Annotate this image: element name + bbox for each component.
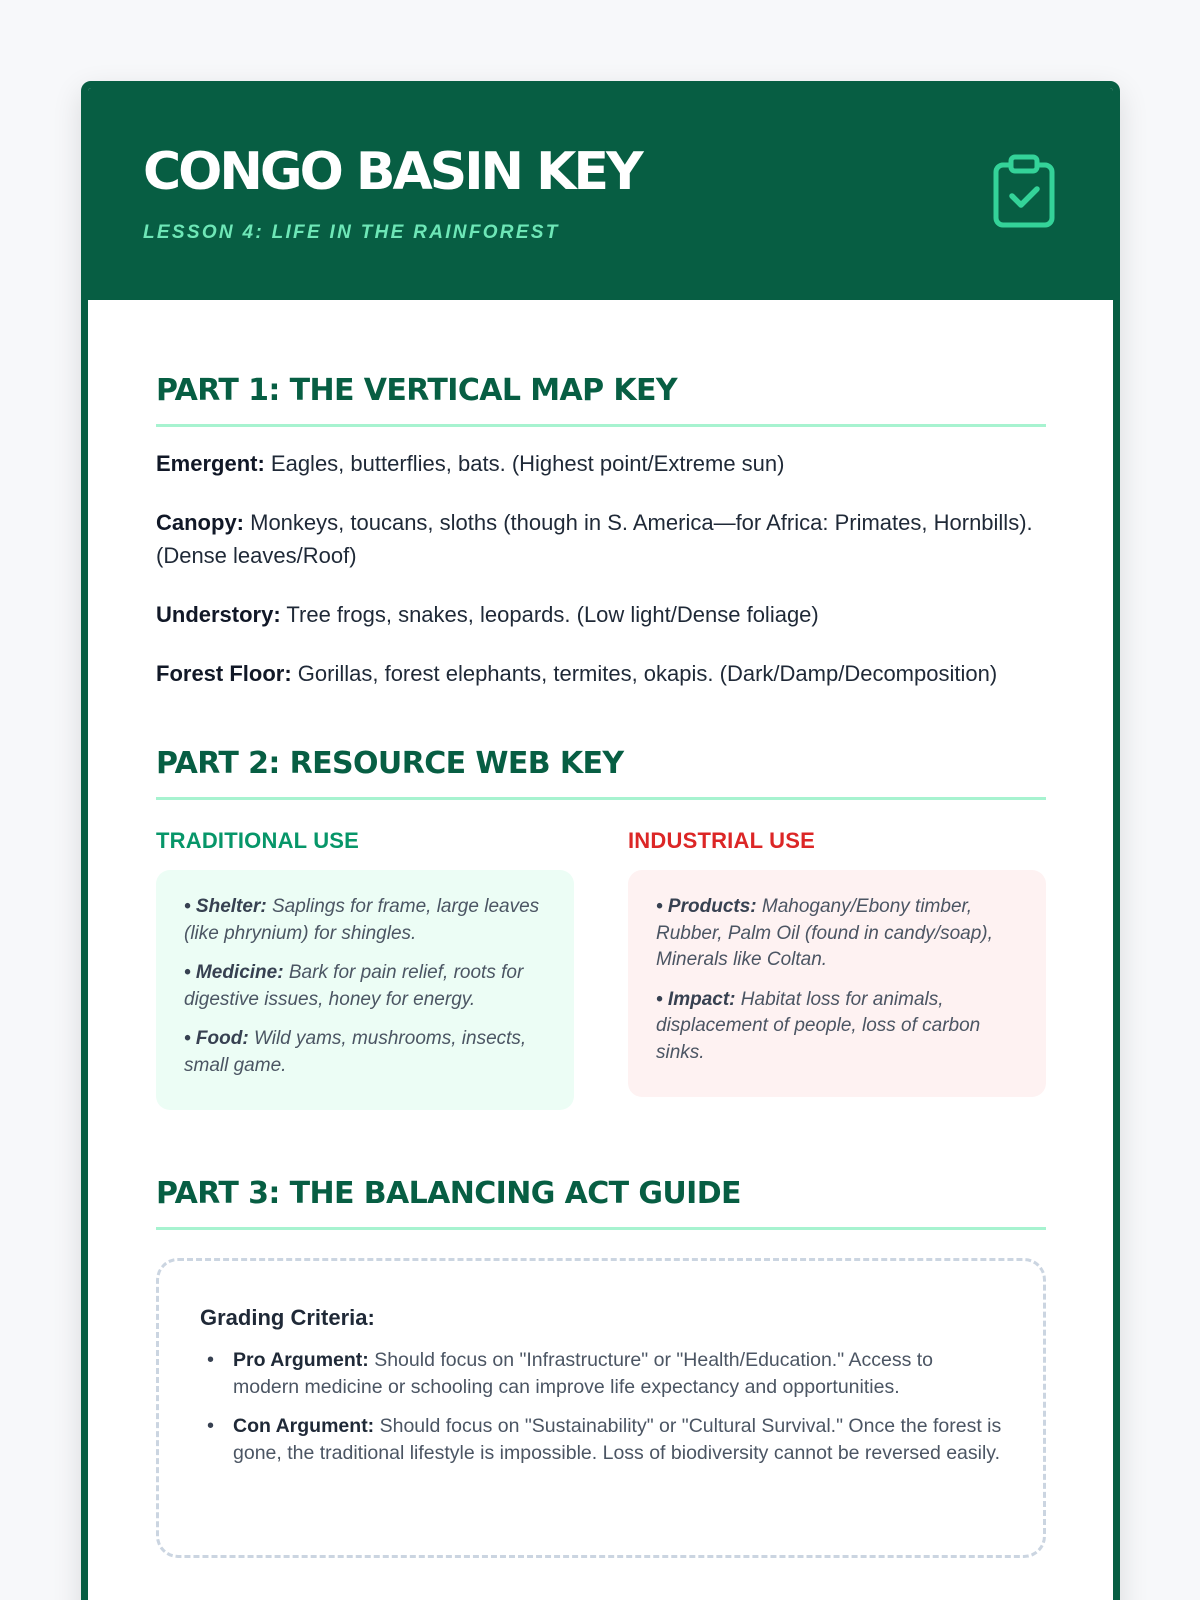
list-item [184,960,548,1013]
criteria-label: Con Argument: [233,1415,375,1438]
layer-label: Understory: [156,602,281,627]
layer-text: Monkeys, toucans, sloths (though in S. America—for Africa: Primates, Hornbills). (Dense leaves/Roof) [156,510,1033,568]
layer-canopy [156,506,1046,572]
industrial-use-column [628,828,1046,1110]
layer-label: Emergent: [156,451,265,476]
item-label: • Impact: [656,988,736,1010]
layer-emergent [156,447,1046,480]
criteria-item-pro [200,1347,1003,1400]
grading-criteria-heading: Grading Criteria: [200,1305,375,1331]
list-item [184,1026,548,1079]
item-text: Saplings for frame, large leaves (like phrynium) for shingles. [184,896,540,944]
traditional-use-box [156,870,574,1110]
criteria-label: Pro Argument: [233,1349,369,1372]
item-text: Bark for pain relief, roots for digestive issues, honey for energy. [184,962,524,1010]
part3-title: PART 3: THE BALANCING ACT GUIDE [156,1179,1046,1230]
layer-text: Gorillas, forest elephants, termites, okapis. (Dark/Damp/Decomposition) [291,661,998,686]
grading-criteria-box [156,1258,1046,1558]
layer-label: Canopy: [156,510,244,535]
traditional-use-heading: TRADITIONAL USE [156,828,360,853]
industrial-use-heading: INDUSTRIAL USE [628,828,815,853]
layer-forest-floor [156,657,1046,690]
layer-text: Eagles, butterflies, bats. (Highest point/Extreme sun) [264,451,785,476]
resource-web-columns [156,828,1046,1110]
item-label: • Medicine: [184,962,284,984]
lesson-subtitle: LESSON 4: LIFE IN THE RAINFOREST [143,222,560,243]
page-title: CONGO BASIN KEY [143,142,641,202]
item-label: • Products: [656,896,757,918]
item-text: Mahogany/Ebony timber, Rubber, Palm Oil (found in candy/soap), Minerals like Coltan. [656,896,993,971]
item-text: Wild yams, mushrooms, insects, small game. [184,1028,527,1076]
criteria-item-con [200,1413,1003,1466]
criteria-text: Should focus on "Infrastructure" or "Health/Education." Access to modern medicine or schooling can improve life expectancy and opportunities. [233,1349,934,1398]
header-banner [88,88,1113,300]
traditional-use-column [156,828,574,1110]
industrial-use-box [628,870,1046,1097]
item-label: • Food: [184,1028,249,1050]
item-label: • Shelter: [184,896,267,918]
criteria-text: Should focus on "Sustainability" or "Cultural Survival." Once the forest is gone, the traditional lifestyle is impossible. Loss of biodiversity cannot be reversed easily. [233,1415,1002,1464]
criteria-list [200,1347,1003,1466]
list-item [184,894,548,947]
answer-key-card [81,81,1120,1600]
layer-understory [156,598,1046,631]
layer-text: Tree frogs, snakes, leopards. (Low light/Dense foliage) [280,602,819,627]
list-item [656,987,1020,1067]
layer-label: Forest Floor: [156,661,292,686]
part2-title: PART 2: RESOURCE WEB KEY [156,749,1046,800]
vertical-map-key [156,447,1046,690]
clipboard-check-icon [992,154,1056,230]
item-text: Habitat loss for animals, displacement of people, loss of carbon sinks. [656,988,981,1063]
list-item [656,894,1020,974]
part1-title: PART 1: THE VERTICAL MAP KEY [156,376,1046,427]
card-content [88,373,1113,1558]
